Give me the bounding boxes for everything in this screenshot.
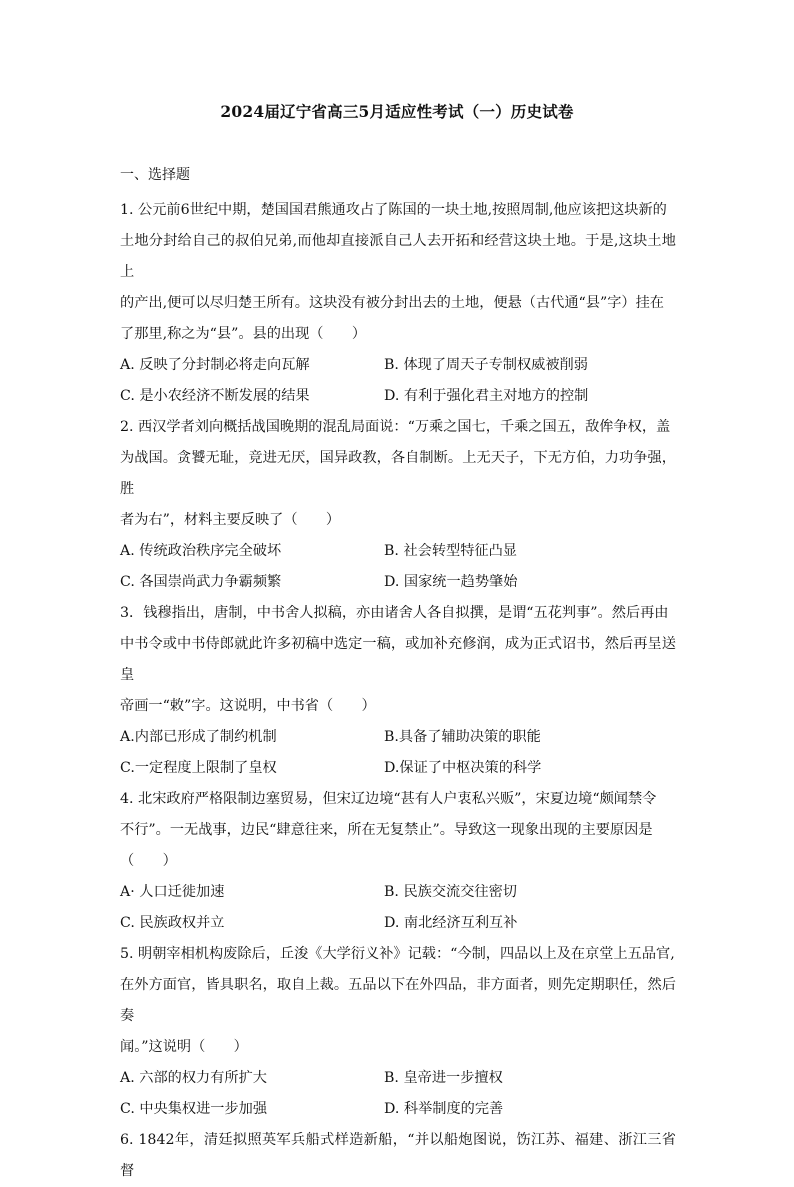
- question-5-option-a: A. 六部的权力有所扩大: [120, 1070, 267, 1086]
- question-1-option-d: D. 有利于强化君主对地方的控制: [384, 388, 589, 404]
- question-1-options: [120, 350, 676, 412]
- question-2-option-c: C. 各国崇尚武力争霸频繁: [120, 574, 282, 590]
- question-3: [120, 598, 676, 784]
- question-3-line-2: 中书令或中书侍郎就此许多初稿中选定一稿，或加补充修润，成为正式诏书，然后再呈送皇: [120, 636, 676, 683]
- question-1-line-3: 的产出,便可以尽归楚王所有。这块没有被分封出去的土地，便悬（古代通“县”字）挂在: [120, 295, 664, 311]
- question-2-option-a: A. 传统政治秩序完全破坏: [120, 543, 282, 559]
- question-4-line-2: 不行”。一无战事，边民“肆意往来，所在无复禁止”。导致这一现象出现的主要原因是: [120, 822, 653, 838]
- question-1: [120, 195, 676, 412]
- question-3-option-d: D.保证了中枢决策的科学: [384, 760, 542, 776]
- question-1-line-2: 土地分封给自己的叔伯兄弟,而他却直接派自己人去开拓和经营这块土地。于是,这块土地上: [120, 233, 676, 280]
- question-3-option-b: B.具备了辅助决策的职能: [384, 729, 541, 745]
- question-4-options: [120, 877, 676, 939]
- question-4-option-a: A· 人口迁徙加速: [120, 884, 225, 900]
- question-1-option-a: A. 反映了分封制必将走向瓦解: [120, 357, 310, 373]
- question-5-option-c: C. 中央集权进一步加强: [120, 1101, 268, 1117]
- question-list: [120, 195, 676, 1187]
- question-2-options: [120, 536, 676, 598]
- question-2-line-3: 者为右”，材料主要反映了（ ）: [120, 512, 341, 528]
- question-3-line-3: 帝画一“敕”字。这说明，中书省（ ）: [120, 698, 376, 714]
- question-5-line-3: 闻。”这说明（ ）: [120, 1039, 248, 1055]
- question-1-line-4: 了那里,称之为“县”。县的出现（ ）: [120, 326, 367, 342]
- question-4-option-d: D. 南北经济互利互补: [384, 915, 518, 931]
- question-4-line-3: （ ）: [120, 853, 177, 869]
- question-5: [120, 939, 676, 1125]
- question-2-line-2: 为战国。贪饕无耻，竞进无厌，国异政教，各自制断。上无天子，下无方伯，力功争强，胜: [120, 450, 676, 497]
- question-1-option-b: B. 体现了周天子专制权威被削弱: [384, 357, 588, 373]
- question-5-options: [120, 1063, 676, 1125]
- question-5-line-1: 5. 明朝宰相机构废除后，丘浚《大学衍义补》记载：“今制，四品以上及在京堂上五品官,: [120, 946, 675, 962]
- question-4: [120, 784, 676, 939]
- question-5-line-2: 在外方面官，皆具职名，取自上裁。五品以下在外四品，非方面者，则先定期职任，然后奏: [120, 977, 676, 1024]
- question-1-line-1: 1. 公元前6世纪中期，楚国国君熊通攻占了陈国的一块土地,按照周制,他应该把这块新的: [120, 202, 667, 218]
- question-4-option-c: C. 民族政权并立: [120, 915, 225, 931]
- question-6-line-1: 6. 1842年，清廷拟照英军兵船式样造新船，“并以船炮图说，饬江苏、福建、浙江三省督: [120, 1132, 676, 1179]
- question-4-line-1: 4. 北宋政府严格限制边塞贸易，但宋辽边境“甚有人户衷私兴贩”，宋夏边境“颇闻禁令: [120, 791, 657, 807]
- question-4-option-b: B. 民族交流交往密切: [384, 884, 517, 900]
- question-3-line-1: 3．钱穆指出，唐制，中书舍人拟稿，亦由诸舍人各自拟撰，是谓“五花判事”。然后再由: [120, 605, 669, 621]
- question-2-option-b: B. 社会转型特征凸显: [384, 543, 517, 559]
- question-3-option-a: A.内部已形成了制约机制: [120, 729, 277, 745]
- question-5-option-b: B. 皇帝进一步擅权: [384, 1070, 503, 1086]
- question-2-option-d: D. 国家统一趋势肇始: [384, 574, 518, 590]
- question-1-option-c: C. 是小农经济不断发展的结果: [120, 388, 310, 404]
- question-3-options: [120, 722, 676, 784]
- document-title: 2024届辽宁省高三5月适应性考试（一）历史试卷: [220, 102, 574, 121]
- question-6: [120, 1125, 676, 1187]
- question-5-option-d: D. 科举制度的完善: [384, 1101, 504, 1117]
- question-2: [120, 412, 676, 598]
- section-heading: 一、选择题: [120, 167, 190, 183]
- question-2-line-1: 2. 西汉学者刘向概括战国晚期的混乱局面说：“万乘之国七，千乘之国五，敌侔争权，盖: [120, 419, 671, 435]
- question-3-option-c: C.一定程度上限制了皇权: [120, 760, 277, 776]
